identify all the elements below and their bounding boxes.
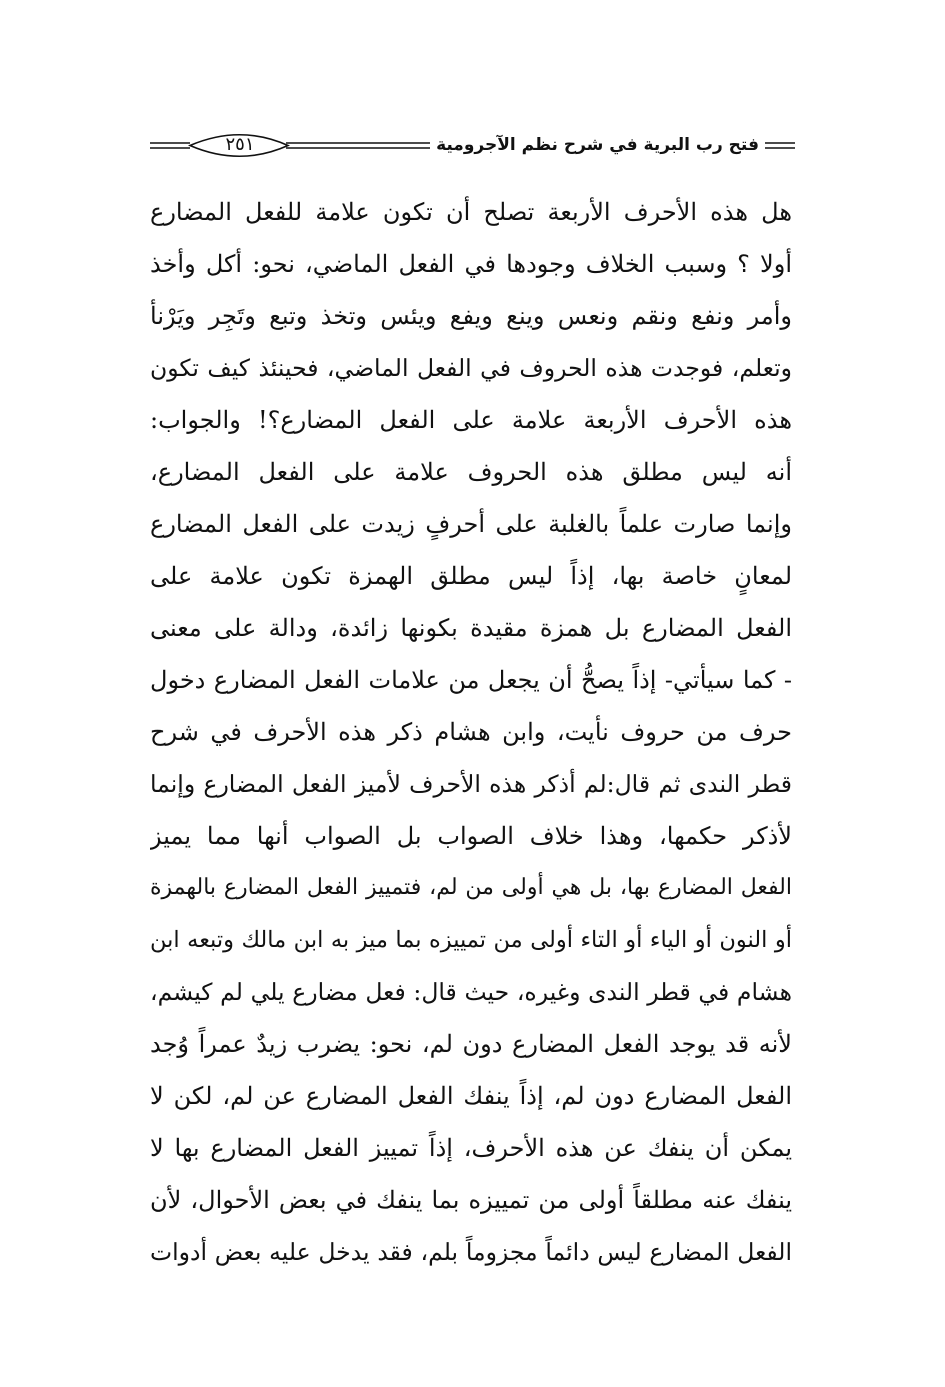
text-line: وإنما صارت علماً بالغلبة على أحرفٍ زيدت على الفعل المضارع (150, 510, 792, 538)
text-line: وأمر ونفع ونقم ونعس وينع ويفع ويئس وتخذ وتبع وتَجِر ويَرْنأ (150, 302, 792, 330)
text-line: أولا ؟ وسبب الخلاف وجودها في الفعل الماضي، نحو: أكل وأخذ (150, 250, 792, 278)
book-title: فتح رب البرية في شرح نظم الآجرومية (430, 133, 765, 157)
text-line: هذه الأحرف الأربعة علامة على الفعل المضارع؟! والجواب: (150, 406, 792, 434)
text-line: وتعلم، فوجدت هذه الحروف في الفعل الماضي، فحينئذ كيف تكون (150, 354, 792, 382)
text-line: قطر الندى ثم قال:لم أذكر هذه الأحرف لأميز الفعل المضارع وإنما (150, 770, 792, 798)
text-line: - كما سيأتي- إذاً يصحُّ أن يجعل من علامات الفعل المضارع دخول (150, 666, 792, 694)
text-line: الفعل المضارع بل همزة مقيدة بكونها زائدة، ودالة على معنى (150, 614, 792, 642)
text-line: لمعانٍ خاصة بها، إذاً ليس مطلق الهمزة تكون علامة على (150, 562, 792, 590)
text-line: يمكن أن ينفك عن هذه الأحرف، إذاً تمييز الفعل المضارع بها لا (150, 1134, 792, 1162)
text-line: هل هذه الأحرف الأربعة تصلح أن تكون علامة للفعل المضارع (150, 198, 792, 226)
body-text (150, 186, 792, 1278)
text-line: الفعل المضارع ليس دائماً مجزوماً بلم، فقد يدخل عليه بعض أدوات (150, 1238, 792, 1266)
page-number: ٢٥١ (225, 134, 255, 155)
text-line: لأذكر حكمها، وهذا خلاف الصواب بل الصواب أنها مما يميز (150, 822, 792, 850)
text-line: حرف من حروف نأيت، وابن هشام ذكر هذه الأحرف في شرح (150, 718, 792, 746)
text-line: لأنه قد يوجد الفعل المضارع دون لم، نحو: يضرب زيدٌ عمراً وُجد (150, 1030, 792, 1058)
text-line: ينفك عنه مطلقاً أولى من تمييزه بما ينفك في بعض الأحوال، لأن (150, 1186, 792, 1214)
text-line: أنه ليس مطلق هذه الحروف علامة على الفعل المضارع، (150, 458, 792, 486)
text-line: أو النون أو الياء أو التاء أولى من تمييزه بما ميز به ابن مالك وتبعه ابن (150, 927, 792, 953)
text-line: هشام في قطر الندى وغيره، حيث قال: فعل مضارع يلي لم كيشم، (150, 978, 792, 1006)
text-line: الفعل المضارع بها، بل هي أولى من لم، فتمييز الفعل المضارع بالهمزة (150, 875, 792, 900)
text-line: الفعل المضارع دون لم، إذاً ينفك الفعل المضارع عن لم، لكن لا (150, 1082, 792, 1110)
running-header (150, 128, 795, 164)
